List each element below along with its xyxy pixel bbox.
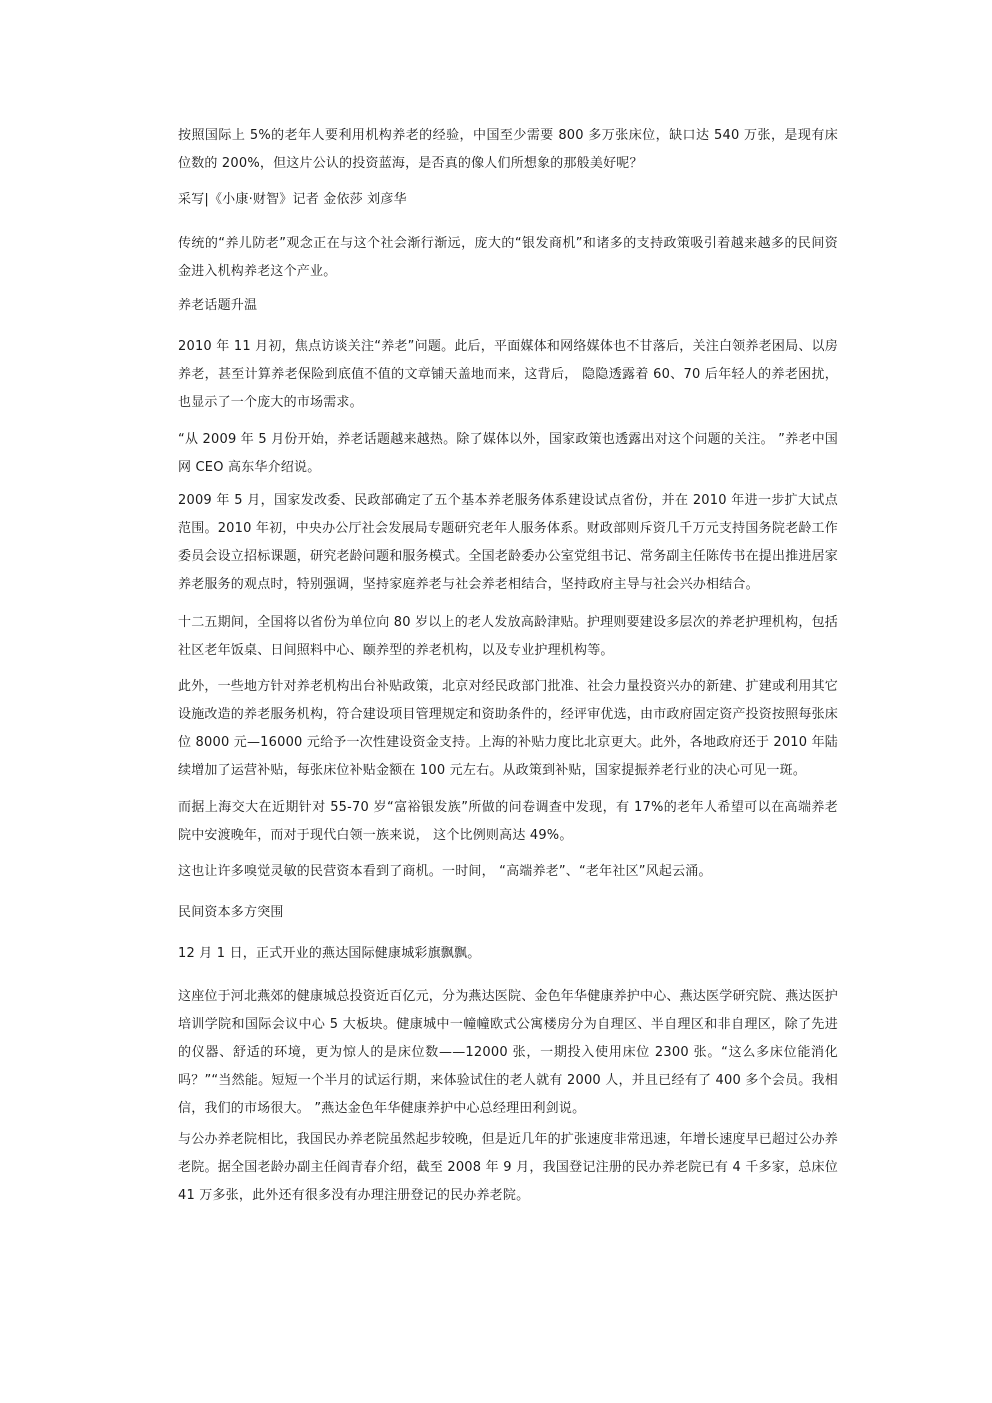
paragraph-tradition: 传统的“养儿防老”观念正在与这个社会渐行渐远，庞大的“银发商机”和诸多的支持政策吸引着越来越多的民间资金进入机构养老这个产业。: [178, 236, 838, 279]
paragraph-twelfth-five-year: 十二五期间，全国将以省份为单位向 80 岁以上的老人发放高龄津贴。护理则要建设多层次的养老护理机构，包括社区老年饭桌、日间照料中心、颐养型的养老机构，以及专业护理机构等。: [178, 615, 838, 658]
paragraph-subsidy-policy: 此外，一些地方针对养老机构出台补贴政策，北京对经民政部门批准、社会力量投资兴办的新建、扩建或利用其它设施改造的养老服务机构，符合建设项目管理规定和资助条件的，经评审优选，由市政府固定资产投资按照每张床位 8000 元—16000 元给予一次性建设资金支持。上海的补贴力度比北京更大。此外，各地政府还于 2010 年陆续增加了运营补贴，每张床位补贴金额在 100 元左右。从政策到补贴，国家提振养老行业的决心可见一斑。: [178, 679, 839, 778]
section-heading-private-capital: 民间资本多方突围: [178, 905, 284, 920]
section-heading-topic-warming: 养老话题升温: [178, 298, 258, 313]
paragraph-2009-may: 2009 年 5 月，国家发改委、民政部确定了五个基本养老服务体系建设试点省份，并在 2010 年进一步扩大试点范围。2010 年初，中央办公厅社会发展局专题研究老年人服务体系。财政部则斥资几千万元支持国务院老龄工作委员会设立招标课题，研究老龄问题和服务模式。全国老龄委办公室党组书记、常务副主任陈传书在提出推进居家养老服务的观点时，特别强调，坚持家庭养老与社会养老相结合，坚持政府主导与社会兴办相结合。: [178, 493, 839, 592]
byline: 采写|《小康·财智》记者 金依莎 刘彦华: [178, 192, 407, 207]
intro-paragraph: 按照国际上 5%的老年人要利用机构养老的经验，中国至少需要 800 多万张床位，缺口达 540 万张，是现有床位数的 200%，但这片公认的投资蓝海，是否真的像人们所想象的那般美好呢？: [178, 128, 838, 171]
paragraph-quote-gao: “从 2009 年 5 月份开始，养老话题越来越热。除了媒体以外，国家政策也透露出对这个问题的关注。 ”养老中国网 CEO 高东华介绍说。: [178, 432, 838, 475]
paragraph-survey: 而据上海交大在近期针对 55-70 岁“富裕银发族”所做的问卷调查中发现，有 17%的老年人希望可以在高端养老院中安渡晚年，而对于现代白领一族来说， 这个比例则高达 49%。: [178, 800, 838, 843]
paragraph-health-city: 这座位于河北燕郊的健康城总投资近百亿元，分为燕达医院、金色年华健康养护中心、燕达医学研究院、燕达医护培训学院和国际会议中心 5 大板块。健康城中一幢幢欧式公寓楼房分为自理区、半自理区和非自理区，除了先进的仪器、舒适的环境，更为惊人的是床位数——12000 张，一期投入使用床位 2300 张。“这么多床位能消化吗？”“当然能。短短一个半月的试运行期，来体验试住的老人就有 2000 人，并且已经有了 400 多个会员。我相信，我们的市场很大。 ”燕达金色年华健康养护中心总经理田利剑说。: [178, 989, 839, 1116]
paragraph-december-opening: 12 月 1 日，正式开业的燕达国际健康城彩旗飘飘。: [178, 946, 481, 961]
paragraph-private-vs-public: 与公办养老院相比，我国民办养老院虽然起步较晚，但是近几年的扩张速度非常迅速，年增长速度早已超过公办养老院。据全国老龄办副主任阎青春介绍，截至 2008 年 9 月，我国登记注册的民办养老院已有 4 千多家，总床位 41 万多张，此外还有很多没有办理注册登记的民办养老院。: [178, 1132, 839, 1203]
paragraph-2010-november: 2010 年 11 月初，焦点访谈关注“养老”问题。此后，平面媒体和网络媒体也不甘落后，关注白领养老困局、以房养老，甚至计算养老保险到底值不值的文章铺天盖地而来，这背后， 隐隐透露着 60、70 后年轻人的养老困扰，也显示了一个庞大的市场需求。: [178, 339, 838, 410]
paragraph-private-capital: 这也让许多嗅觉灵敏的民营资本看到了商机。一时间， “高端养老”、“老年社区”风起云涌。: [178, 864, 712, 879]
